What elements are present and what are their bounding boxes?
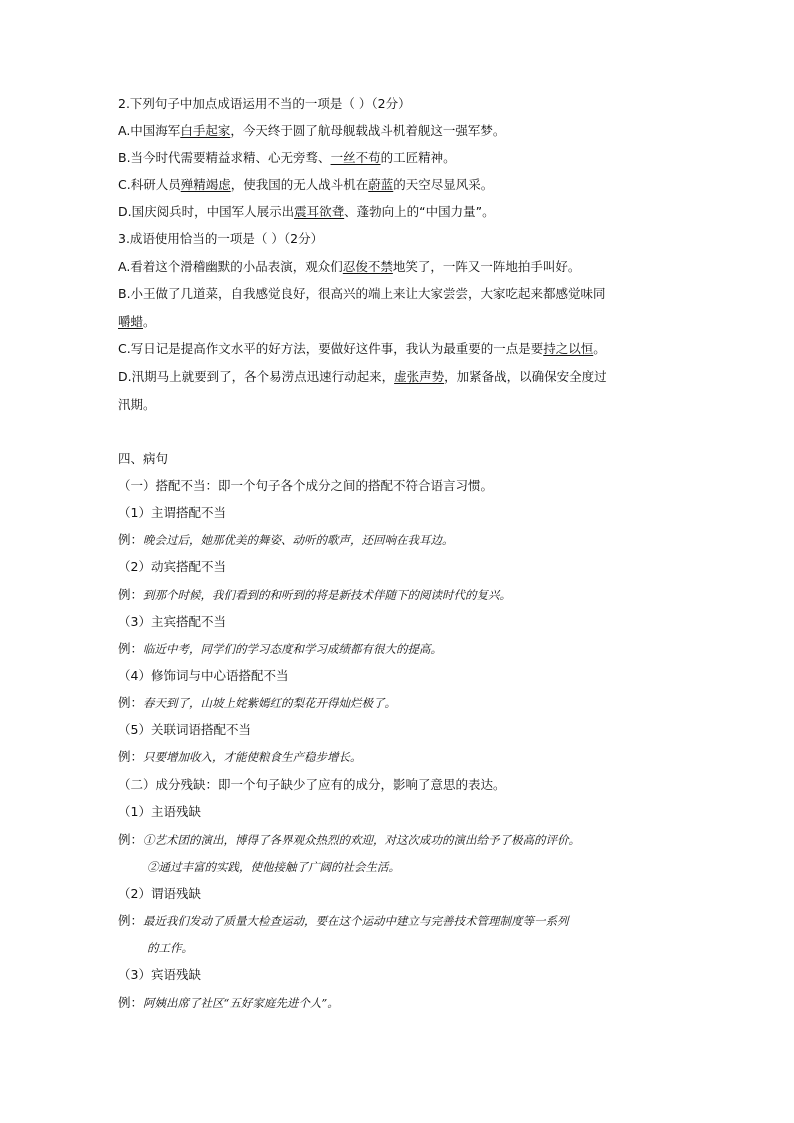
heading-subject-object: （3）主宾搭配不当 xyxy=(118,614,226,629)
heading-modifier-head: （4）修饰词与中心语搭配不当 xyxy=(118,668,289,683)
q2-option-a: A.中国海军白手起家，今天终于圆了航母舰载战斗机着舰这一强军梦。 xyxy=(118,123,506,138)
example-2: 例：到那个时候，我们看到的和听到的将是新技术伴随下的阅读时代的复兴。 xyxy=(118,587,512,602)
heading-subject-predicate: （1）主谓搭配不当 xyxy=(118,505,226,520)
q3-option-c: C.写日记是提高作文水平的好方法，要做好这件事，我认为最重要的一点是要持之以恒。 xyxy=(118,341,606,356)
paragraph-missing: （二）成分残缺：即一个句子缺少了应有的成分，影响了意思的表达。 xyxy=(118,777,506,792)
example-8: 例：阿姨出席了社区“五好家庭先进个人”。 xyxy=(118,995,339,1010)
q2-stem: 2.下列句子中加点成语运用不当的一项是（ ）（2分） xyxy=(118,96,411,111)
example-3: 例：临近中考，同学们的学习态度和学习成绩都有很大的提高。 xyxy=(118,641,443,656)
example-7: 例：最近我们发动了质量大检查运动，要在这个运动中建立与完善技术管理制度等一系列 xyxy=(118,913,569,928)
q3-option-a: A.看着这个滑稽幽默的小品表演，观众们忍俊不禁地笑了，一阵又一阵地拍手叫好。 xyxy=(118,259,581,274)
q2-option-c: C.科研人员殚精竭虑，使我国的无人战斗机在蔚蓝的天空尽显风采。 xyxy=(118,177,494,192)
q2-option-d: D.国庆阅兵时，中国军人展示出震耳欲聋、蓬勃向上的“中国力量”。 xyxy=(118,204,495,219)
q3-option-b: B.小王做了几道菜，自我感觉良好，很高兴的端上来让大家尝尝，大家吃起来都感觉味同 xyxy=(118,286,606,301)
heading-verb-object: （2）动宾搭配不当 xyxy=(118,559,226,574)
q3-option-d: D.汛期马上就要到了，各个易涝点迅速行动起来，虚张声势，加紧备战，以确保安全度过 xyxy=(118,369,607,384)
example-1: 例：晚会过后，她那优美的舞姿、动听的歌声，还回响在我耳边。 xyxy=(118,532,454,547)
heading-conjunctions: （5）关联词语搭配不当 xyxy=(118,722,251,737)
q3-stem: 3.成语使用恰当的一项是（ ）（2分） xyxy=(118,231,324,246)
example-7-cont: 的工作。 xyxy=(147,941,193,955)
heading-missing-predicate: （2）谓语残缺 xyxy=(118,886,201,901)
example-4: 例：春天到了，山坡上姹紫嫣红的梨花开得灿烂极了。 xyxy=(118,695,397,710)
example-6a: 例：①艺术团的演出，博得了各界观众热烈的欢迎，对这次成功的演出给予了极高的评价。 xyxy=(118,832,581,847)
paragraph-mismatch: （一）搭配不当：即一个句子各个成分之间的搭配不符合语言习惯。 xyxy=(118,478,494,493)
example-5: 例：只要增加收入，才能使粮食生产稳步增长。 xyxy=(118,749,362,764)
heading-missing-subject: （1）主语残缺 xyxy=(118,804,201,819)
q3-option-b-cont: 嚼蜡。 xyxy=(118,314,156,329)
section-title: 四、病句 xyxy=(118,451,169,466)
heading-missing-object: （3）宾语残缺 xyxy=(118,967,201,982)
q2-option-b: B.当今时代需要精益求精、心无旁骛、一丝不苟的工匠精神。 xyxy=(118,150,456,165)
example-6b: ②通过丰富的实践，使他接触了广阔的社会生活。 xyxy=(147,860,400,874)
q3-option-d-cont: 汛期。 xyxy=(118,397,156,412)
